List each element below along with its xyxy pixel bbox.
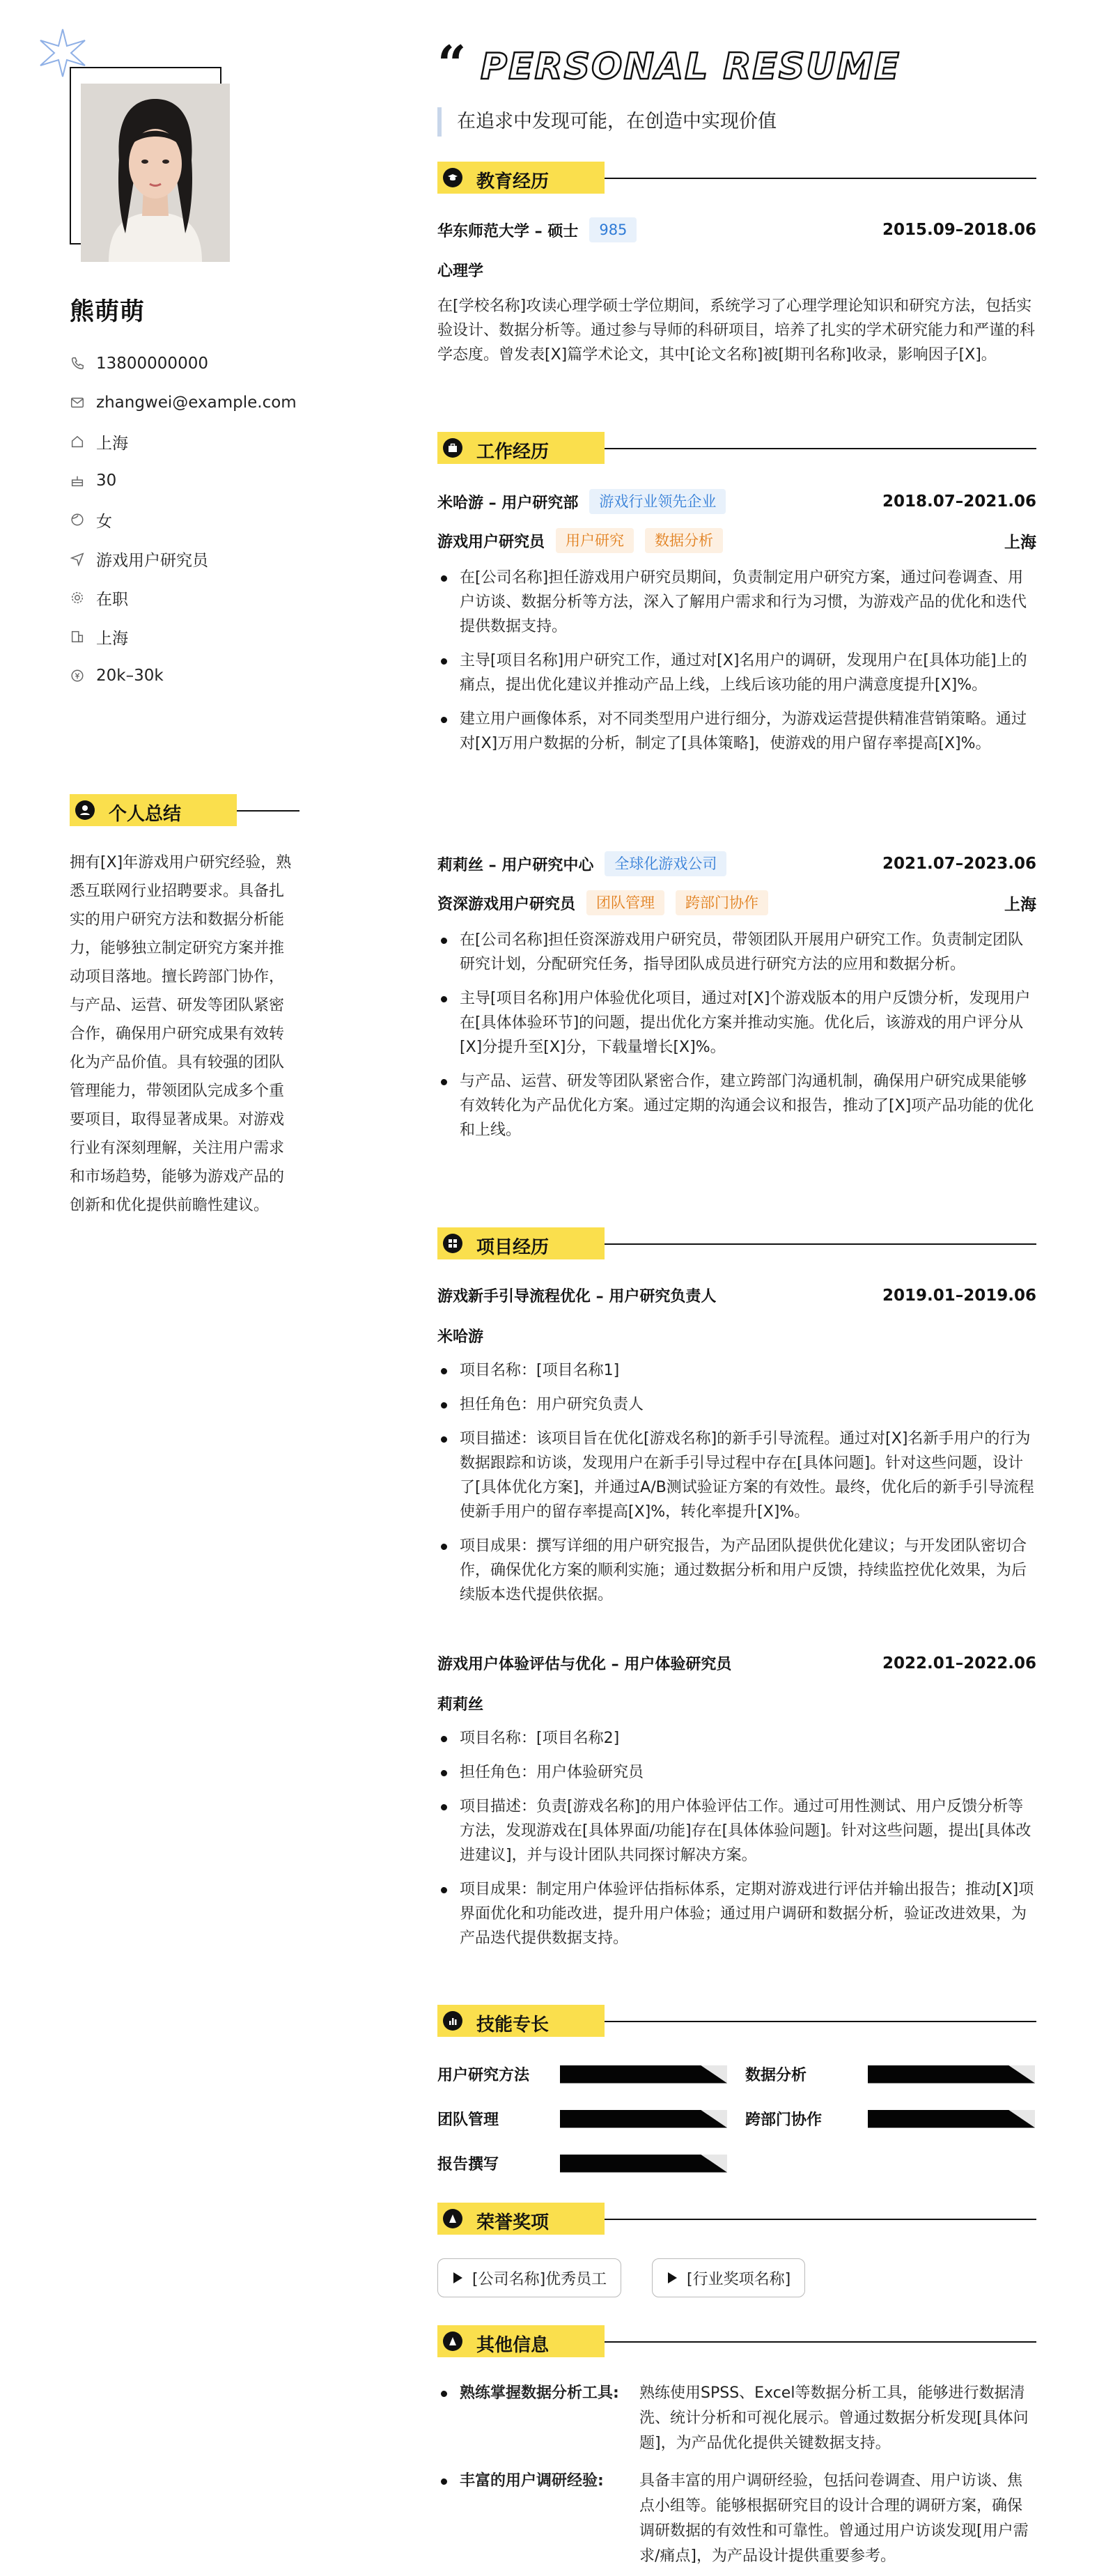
job-2-city: 上海 (1004, 895, 1036, 914)
gender-row (70, 500, 299, 539)
project-1-org: 米哈游 (437, 1328, 484, 1346)
job-2-company: 莉莉丝 – 用户研究中心 (437, 856, 594, 874)
skill-name: 用户研究方法 (437, 2067, 530, 2084)
project-2-date: 2022.01–2022.06 (882, 1654, 1036, 1673)
list-item: 项目名称：[项目名称2] (437, 1726, 1036, 1751)
list-item: 担任角色：用户体验研究员 (437, 1760, 1036, 1785)
list-item: 项目描述：该项目旨在优化[游戏名称]的新手引导流程。通过对[X]名新手用户的行为数据跟踪和访谈，发现用户在新手引导过程中存在[具体问题]。针对这些问题，设计了[具体优化方案]，并通过A/B测试验证方案的有效性。最终，优化后的新手引导流程使新手用户的留存率提高[X]%，转化率提升[X]%。 (437, 1427, 1036, 1524)
education-heading (437, 162, 1036, 194)
user-icon (75, 800, 95, 820)
other-key: 熟练掌握数据分析工具: (437, 2381, 639, 2456)
sidebar (0, 0, 306, 2576)
skills-heading (437, 2005, 1036, 2037)
list-item: 项目成果：撰写详细的用户研究报告，为产品团队提供优化建议；与开发团队密切合作，确保优化方案的顺利实施；通过数据分析和用户反馈，持续监控优化效果，为后续版本迭代提供依据。 (437, 1534, 1036, 1607)
other-value: 具备丰富的用户调研经验，包括问卷调查、用户访谈、焦点小组等。能够根据研究目的设计合理的调研方案，确保调研数据的有效性和可靠性。曾通过用户访谈发现[用户需求/痛点]，为产品设计提供重要参考。 (639, 2472, 1029, 2565)
work-heading (437, 432, 1036, 464)
motto: 在追求中发现可能，在创造中实现价值 (437, 107, 777, 137)
list-item: 在[公司名称]担任资深游戏用户研究员，带领团队开展用户研究工作。负责制定团队研究计划，分配研究任务，指导团队成员进行研究方法的应用和数据分析。 (437, 928, 1036, 977)
position-row (70, 539, 299, 578)
award-text: [公司名称]优秀员工 (472, 2270, 607, 2288)
list-item: 主导[项目名称]用户研究工作，通过对[X]名用户的调研，发现用户在[具体功能]上的痛点，提出优化建议并推动产品上线，上线后该功能的用户满意度提升[X]%。 (437, 649, 1036, 697)
job-1-city: 上海 (1004, 533, 1036, 552)
projects-title: 项目经历 (476, 1237, 550, 1258)
position-text: 游戏用户研究员 (96, 551, 208, 570)
projects-heading (437, 1227, 1036, 1259)
contact-info (70, 344, 299, 695)
job-1-role: 游戏用户研究员 (437, 533, 545, 551)
email-row[interactable] (70, 383, 299, 422)
gear-icon (70, 590, 85, 605)
salary-text: 20k–30k (96, 667, 164, 685)
skill-bar (868, 2110, 1035, 2128)
skills-title: 技能专长 (476, 2015, 550, 2035)
list-item: 与产品、运营、研发等团队紧密合作，建立跨部门沟通机制，确保用户研究成果能够有效转化为产品优化方案。通过定期的沟通会议和报告，推动了[X]项产品功能的优化和上线。 (437, 1069, 1036, 1142)
location-text: 上海 (96, 434, 128, 453)
education-desc: 在[学校名称]攻读心理学硕士学位期间，系统学习了心理学理论知识和研究方法，包括实验设计、数据分析等。通过参与导师的科研项目，培养了扎实的学术研究能力和严谨的科学态度。曾发表[X]篇学术论文，其中[论文名称]被[期刊名称]收录，影响因子[X]。 (437, 297, 1036, 364)
job-2-date: 2021.07–2023.06 (882, 855, 1036, 873)
project-1-bullets (437, 1358, 1036, 1617)
building-icon (70, 629, 85, 644)
list-item: 项目成果：制定用户体验评估指标体系，定期对游戏进行评估并输出报告；推动[X]项界面优化和功能改进，提升用户体验；通过用户调研和数据分析，验证改进效果，为产品迭代提供数据支持。 (437, 1877, 1036, 1950)
list-item: 建立用户画像体系，对不同类型用户进行细分，为游戏运营提供精准营销策略。通过对[X]万用户数据的分析，制定了[具体策略]，使游戏的用户留存率提高[X]%。 (437, 707, 1036, 756)
job-1-tag-1: 用户研究 (556, 528, 634, 553)
skill-bar (560, 2065, 727, 2084)
coin-icon (70, 668, 85, 683)
project-2-header (437, 1652, 1036, 1674)
age-text: 30 (96, 472, 117, 490)
other-title: 其他信息 (476, 2335, 550, 2356)
skill-item (745, 2063, 1035, 2085)
skill-bar (560, 2155, 727, 2173)
school-name: 华东师范大学 – 硕士 (437, 222, 579, 240)
summary-heading (70, 794, 299, 826)
play-icon (668, 2272, 677, 2283)
gender-text: 女 (96, 512, 112, 531)
list-item: 在[公司名称]担任游戏用户研究员期间，负责制定用户研究方案，通过问卷调查、用户访谈、数据分析等方法，深入了解用户需求和行为习惯，为游戏产品的优化和迭代提供数据支持。 (437, 566, 1036, 639)
grid-icon (443, 1234, 462, 1253)
home-icon (70, 434, 85, 449)
graduation-cap-icon (443, 168, 462, 187)
job-1-company-tag: 游戏行业领先企业 (589, 489, 726, 514)
skill-item (437, 2063, 727, 2085)
project-1-date: 2019.01–2019.06 (882, 1286, 1036, 1305)
list-item: 项目描述：负责[游戏名称]的用户体验评估工作。通过可用性测试、用户反馈分析等方法，发现游戏在[具体界面/功能]存在[具体体验问题]。针对这些问题，提出[具体改进建议]，并与设计团队共同探讨解决方案。 (437, 1794, 1036, 1868)
other-item (437, 2469, 1036, 2569)
skill-item (437, 2108, 727, 2129)
skill-name: 跨部门协作 (745, 2111, 823, 2129)
other-heading (437, 2325, 1036, 2357)
award-chip[interactable] (437, 2258, 621, 2297)
job-1-role-row (437, 528, 1036, 553)
status-text: 在职 (96, 590, 128, 609)
skill-bar (560, 2110, 727, 2128)
education-row (437, 217, 1036, 242)
awards-title: 荣誉奖项 (476, 2212, 550, 2233)
phone-row[interactable] (70, 344, 299, 383)
city-row (70, 617, 299, 656)
award-icon (443, 2209, 462, 2228)
awards-heading (437, 2203, 1036, 2235)
mail-icon (70, 395, 85, 410)
education-major: 心理学 (437, 263, 484, 280)
briefcase-icon (443, 438, 462, 458)
job-2-tag-2: 跨部门协作 (676, 890, 768, 915)
job-1-tag-2: 数据分析 (645, 528, 723, 553)
skill-name: 报告撰写 (437, 2156, 499, 2173)
award-text: [行业奖项名称] (687, 2270, 791, 2288)
bar-chart-icon (443, 2011, 462, 2031)
job-2-role: 资深游戏用户研究员 (437, 895, 576, 913)
school-tag: 985 (589, 217, 637, 242)
list-item: 主导[项目名称]用户体验优化项目，通过对[X]个游戏版本的用户反馈分析，发现用户在[具体体验环节]的问题，提出优化方案并推动实施。优化后，该游戏的用户评分从[X]分提升至[X]分，下载量增长[X]%。 (437, 986, 1036, 1060)
skill-item (437, 2152, 727, 2174)
info-icon (443, 2331, 462, 2351)
job-1-header (437, 489, 1036, 514)
face-icon (70, 512, 85, 527)
city-text: 上海 (96, 629, 128, 648)
status-row (70, 578, 299, 617)
job-1-company: 米哈游 – 用户研究部 (437, 494, 579, 512)
education-date: 2015.09–2018.06 (882, 221, 1036, 239)
skill-name: 团队管理 (437, 2111, 499, 2129)
phone-text: 13800000000 (96, 355, 208, 373)
project-2-bullets (437, 1726, 1036, 1960)
avatar (81, 84, 230, 262)
project-2-name: 游戏用户体验评估与优化 – 用户体验研究员 (437, 1656, 732, 1673)
job-1-bullets (437, 566, 1036, 766)
list-item: 担任角色：用户研究负责人 (437, 1392, 1036, 1417)
work-title: 工作经历 (476, 442, 550, 463)
salary-row (70, 656, 299, 695)
summary-text: 拥有[X]年游戏用户研究经验，熟悉互联网行业招聘要求。具备扎实的用户研究方法和数据分析能力，能够独立制定研究方案并推动项目落地。擅长跨部门协作，与产品、运营、研发等团队紧密合作，确保用户研究成果有效转化为产品价值。具有较强的团队管理能力，带领团队完成多个重要项目，取得显著成果。对游戏行业有深刻理解，关注用户需求和市场趋势，能够为游戏产品的创新和优化提供前瞻性建议。 (70, 854, 292, 1214)
other-value: 熟练使用SPSS、Excel等数据分析工具，能够进行数据清洗、统计分析和可视化展示。曾通过数据分析发现[具体问题]，为产品优化提供关键数据支持。 (639, 2384, 1029, 2452)
email-text: zhangwei@example.com (96, 394, 297, 412)
job-2-header (437, 851, 1036, 876)
location-row (70, 422, 299, 461)
skill-bar (868, 2065, 1035, 2084)
phone-icon (70, 356, 85, 371)
other-key: 丰富的用户调研经验: (437, 2469, 639, 2569)
age-row (70, 461, 299, 500)
job-2-company-tag: 全球化游戏公司 (605, 851, 726, 876)
skill-name: 数据分析 (745, 2067, 807, 2084)
list-item: 项目名称：[项目名称1] (437, 1358, 1036, 1383)
play-icon (453, 2272, 462, 2283)
award-chip[interactable] (652, 2258, 805, 2297)
person-name: 熊萌萌 (70, 298, 146, 326)
project-2-org: 莉莉丝 (437, 1696, 484, 1714)
summary-title: 个人总结 (109, 804, 182, 825)
skill-item (745, 2108, 1035, 2129)
project-1-header (437, 1285, 1036, 1306)
education-title: 教育经历 (476, 171, 550, 192)
job-1-date: 2018.07–2021.06 (882, 492, 1036, 511)
job-2-role-row (437, 890, 1036, 915)
project-1-name: 游戏新手引导流程优化 – 用户研究负责人 (437, 1288, 717, 1305)
send-icon (70, 551, 85, 566)
quote-mark-icon: “ (437, 34, 467, 93)
page-title: PERSONAL RESUME (481, 46, 901, 88)
job-2-tag-1: 团队管理 (586, 890, 664, 915)
job-2-bullets (437, 928, 1036, 1152)
other-item (437, 2381, 1036, 2456)
cake-icon (70, 473, 85, 488)
